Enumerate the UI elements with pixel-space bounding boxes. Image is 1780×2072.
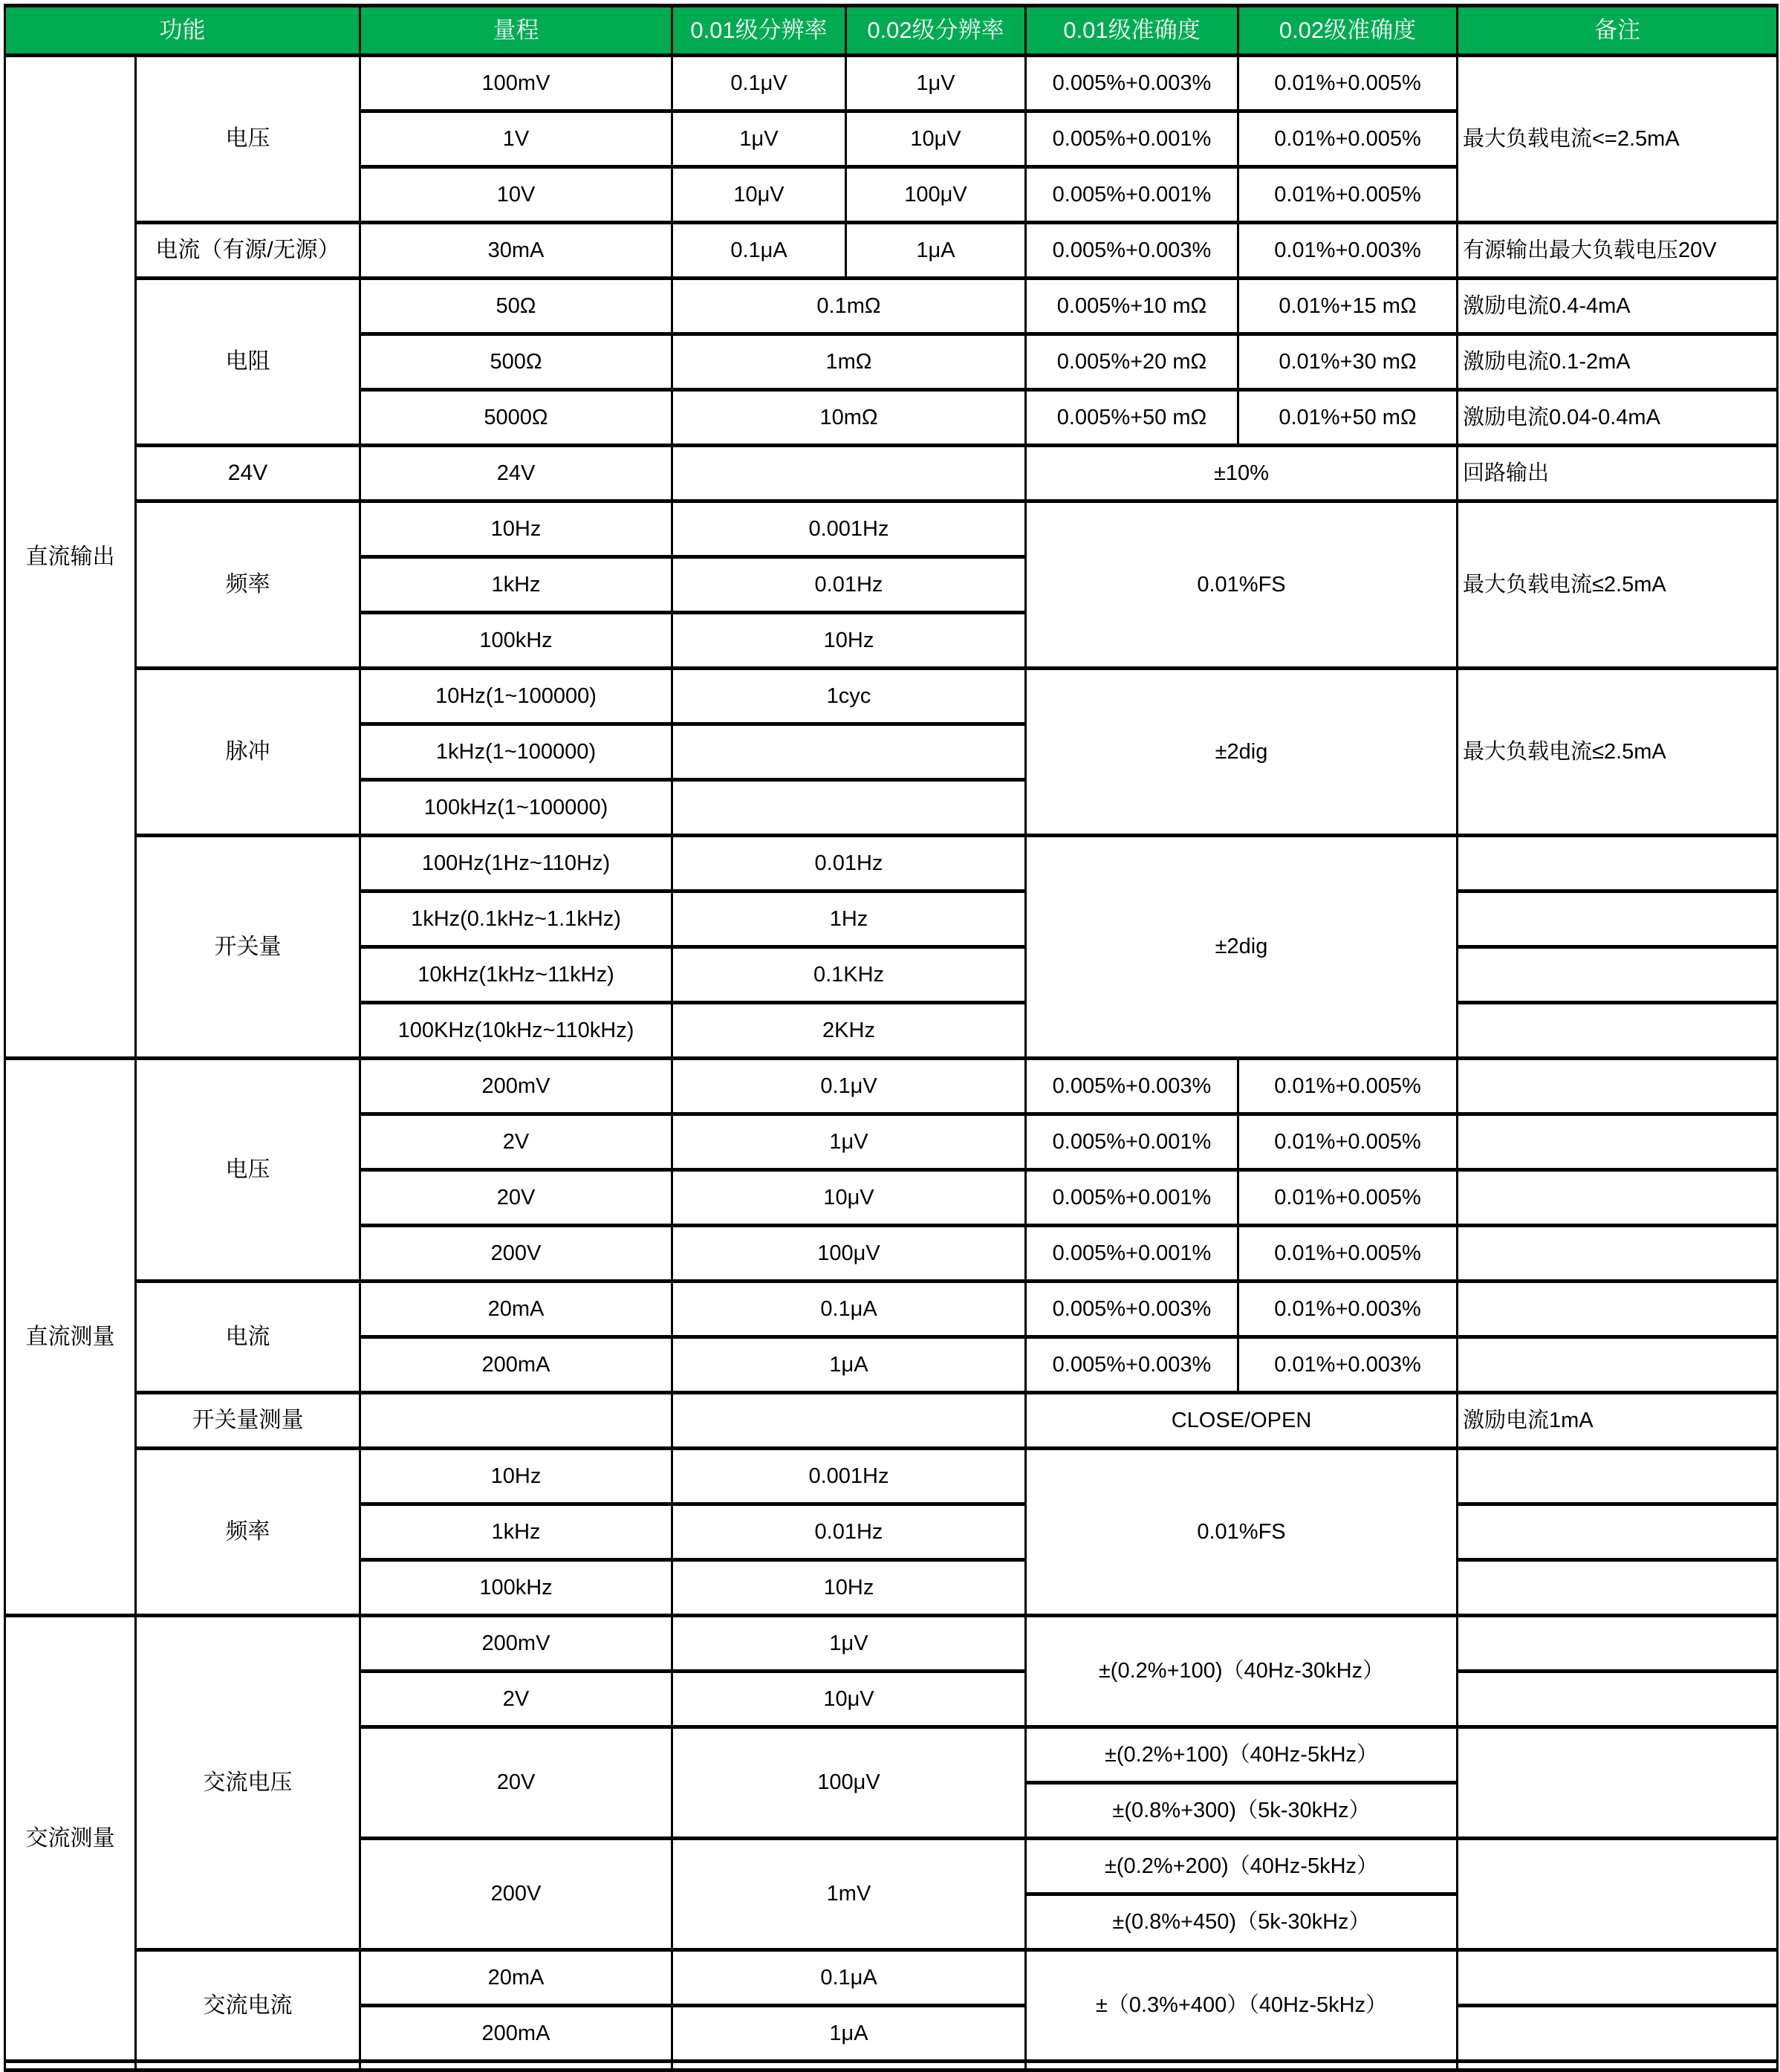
value-cell: 1V xyxy=(360,111,672,167)
value-cell: 10V xyxy=(360,167,672,223)
value-cell xyxy=(672,446,1026,501)
value-cell: 0.01%+0.003% xyxy=(1238,1337,1458,1393)
value-cell: 100kHz(1~100000) xyxy=(360,780,672,836)
value-cell: 0.01%+0.005% xyxy=(1238,1114,1458,1170)
remark-cell xyxy=(1458,1616,1778,1672)
table-row xyxy=(5,1449,1778,1504)
value-cell: 1μV xyxy=(672,111,846,167)
remark-cell: 最大负载电流<=2.5mA xyxy=(1458,56,1778,223)
value-cell: 0.01Hz xyxy=(672,557,1026,613)
value-cell: 100μV xyxy=(672,1226,1026,1282)
value-cell: 0.1KHz xyxy=(672,947,1026,1003)
value-cell: 100kHz xyxy=(360,613,672,669)
value-cell: 0.005%+0.001% xyxy=(1026,1226,1238,1282)
value-cell: 20mA xyxy=(360,1950,672,2006)
function-cell: 开关量 xyxy=(136,836,360,1059)
value-cell: 200mV xyxy=(360,1616,672,1672)
value-cell: 100KHz(10kHz~110kHz) xyxy=(360,1003,672,1059)
value-cell: 1kHz(0.1kHz~1.1kHz) xyxy=(360,892,672,947)
table-row xyxy=(5,223,1778,279)
remark-cell: 最大负载电流≤2.5mA xyxy=(1458,669,1778,836)
value-cell: ±2dig xyxy=(1026,669,1458,836)
value-cell: 0.1μV xyxy=(672,1059,1026,1114)
function-cell: 电压 xyxy=(136,1059,360,1282)
value-cell: 0.005%+10 mΩ xyxy=(1026,279,1238,334)
header-cell: 备注 xyxy=(1458,6,1778,56)
value-cell: 200V xyxy=(360,1226,672,1282)
value-cell: 0.005%+0.003% xyxy=(1026,1059,1238,1114)
table-row xyxy=(5,279,1778,334)
value-cell: 0.01%+15 mΩ xyxy=(1238,279,1458,334)
value-cell: CLOSE/OPEN xyxy=(1026,1393,1458,1449)
function-cell: 频率 xyxy=(136,1449,360,1616)
value-cell: ±2dig xyxy=(1026,836,1458,1059)
value-cell: 200mA xyxy=(360,1337,672,1393)
function-cell: 电压 xyxy=(136,56,360,223)
remark-cell: 激励电流0.4-4mA xyxy=(1458,279,1778,334)
value-cell xyxy=(672,724,1026,780)
function-cell: 开关量测量 xyxy=(136,1393,360,1449)
remark-cell: 最大负载电流≤2.5mA xyxy=(1458,501,1778,669)
value-cell: 0.005%+0.003% xyxy=(1026,223,1238,279)
function-cell: 电流 xyxy=(136,1282,360,1393)
value-cell: 20V xyxy=(360,1170,672,1226)
remark-cell xyxy=(1458,1114,1778,1170)
value-cell: 1Hz xyxy=(672,892,1026,947)
value-cell: 100μV xyxy=(846,167,1026,223)
remark-cell xyxy=(1458,1226,1778,1282)
value-cell: 500Ω xyxy=(360,334,672,390)
value-cell: 1kHz xyxy=(360,557,672,613)
header-cell: 0.02级准确度 xyxy=(1238,6,1458,56)
section-cell: 直流测量 xyxy=(5,1059,136,1616)
value-cell: 0.005%+0.001% xyxy=(1026,111,1238,167)
value-cell: 1μA xyxy=(846,223,1026,279)
header-cell: 0.01级准确度 xyxy=(1026,6,1238,56)
value-cell: ±10% xyxy=(1026,446,1458,501)
value-cell: 10μV xyxy=(672,1170,1026,1226)
remark-cell xyxy=(1458,1504,1778,1560)
value-cell: 0.01%FS xyxy=(1026,501,1458,669)
value-cell: 5000Ω xyxy=(360,390,672,446)
value-cell: ±(0.8%+450)（5k-30kHz） xyxy=(1026,1894,1458,1950)
remark-cell xyxy=(1458,1449,1778,1504)
value-cell: 1kHz xyxy=(360,1504,672,1560)
table-row xyxy=(5,446,1778,501)
value-cell: 10kHz(1kHz~11kHz) xyxy=(360,947,672,1003)
function-cell: 交流电流 xyxy=(136,1950,360,2062)
header-cell: 0.01级分辨率 xyxy=(672,6,846,56)
value-cell: 0.005%+0.001% xyxy=(1026,167,1238,223)
value-cell: 30mA xyxy=(360,223,672,279)
value-cell: 0.1mΩ xyxy=(672,279,1026,334)
function-cell: 电流（有源/无源） xyxy=(136,223,360,279)
value-cell: 10Hz xyxy=(360,1449,672,1504)
value-cell xyxy=(360,1393,672,1449)
value-cell: 24V xyxy=(360,446,672,501)
remark-cell xyxy=(1458,1672,1778,1727)
value-cell: 2V xyxy=(360,1672,672,1727)
value-cell: 10Hz xyxy=(672,1560,1026,1616)
header-cell: 量程 xyxy=(360,6,672,56)
value-cell: 0.01Hz xyxy=(672,1504,1026,1560)
remark-cell xyxy=(1458,1727,1778,1839)
value-cell: 1μV xyxy=(846,56,1026,111)
value-cell: 10μV xyxy=(846,111,1026,167)
section-cell: 交流测量 xyxy=(5,1616,136,2062)
remark-cell xyxy=(1458,836,1778,892)
spec-table-header xyxy=(5,6,1778,56)
section-cell: 直流输出 xyxy=(5,56,136,1059)
value-cell: 0.1μA xyxy=(672,1282,1026,1337)
value-cell: 10μV xyxy=(672,1672,1026,1727)
table-row xyxy=(5,669,1778,724)
value-cell: 100Hz(1Hz~110Hz) xyxy=(360,836,672,892)
value-cell: ±(0.2%+200)（40Hz-5kHz） xyxy=(1026,1839,1458,1894)
value-cell: 2KHz xyxy=(672,1003,1026,1059)
value-cell: 1μV xyxy=(672,1114,1026,1170)
function-cell: 脉冲 xyxy=(136,669,360,836)
header-cell: 功能 xyxy=(5,6,360,56)
value-cell: 200mV xyxy=(360,1059,672,1114)
table-row xyxy=(5,1616,1778,1672)
function-cell: 交流电压 xyxy=(136,1616,360,1950)
table-row xyxy=(5,1282,1778,1337)
value-cell: 1kHz(1~100000) xyxy=(360,724,672,780)
value-cell: 1mV xyxy=(672,1839,1026,1950)
value-cell: 0.01%+0.005% xyxy=(1238,1170,1458,1226)
remark-cell xyxy=(1458,1282,1778,1337)
table-row xyxy=(5,501,1778,557)
value-cell: 0.01%+30 mΩ xyxy=(1238,334,1458,390)
function-cell: 24V xyxy=(136,446,360,501)
value-cell: 0.01Hz xyxy=(672,836,1026,892)
value-cell: 0.005%+0.001% xyxy=(1026,1114,1238,1170)
value-cell: 1μA xyxy=(672,1337,1026,1393)
value-cell: 0.1μA xyxy=(672,223,846,279)
value-cell: 0.01%+0.005% xyxy=(1238,111,1458,167)
remark-cell xyxy=(1458,892,1778,947)
remark-cell xyxy=(1458,1839,1778,1950)
table-row xyxy=(5,1950,1778,2006)
table-row xyxy=(5,1393,1778,1449)
value-cell: 100μV xyxy=(672,1727,1026,1839)
value-cell: 0.01%+0.003% xyxy=(1238,1282,1458,1337)
value-cell: 0.01%+50 mΩ xyxy=(1238,390,1458,446)
value-cell: 1cyc xyxy=(672,669,1026,724)
spec-table xyxy=(4,4,1779,2072)
value-cell: 0.01%+0.005% xyxy=(1238,1059,1458,1114)
value-cell: ±(0.2%+100)（40Hz-30kHz） xyxy=(1026,1616,1458,1727)
spec-table-body xyxy=(5,56,1778,2071)
header-cell: 0.02级分辨率 xyxy=(846,6,1026,56)
value-cell: 200mA xyxy=(360,2006,672,2062)
table-row xyxy=(5,1059,1778,1114)
remark-cell xyxy=(1458,1003,1778,1059)
header-row xyxy=(5,6,1778,56)
value-cell: 0.01%+0.003% xyxy=(1238,223,1458,279)
value-cell: 0.01%+0.005% xyxy=(1238,1226,1458,1282)
value-cell: 200V xyxy=(360,1839,672,1950)
table-row xyxy=(5,56,1778,111)
value-cell: 0.001Hz xyxy=(672,1449,1026,1504)
value-cell: 1μA xyxy=(672,2006,1026,2062)
value-cell: 10mΩ xyxy=(672,390,1026,446)
remark-cell: 激励电流1mA xyxy=(1458,1393,1778,1449)
value-cell: 100mV xyxy=(360,56,672,111)
value-cell: 10Hz(1~100000) xyxy=(360,669,672,724)
value-cell: ±(0.8%+300)（5k-30kHz） xyxy=(1026,1783,1458,1839)
value-cell xyxy=(672,1393,1026,1449)
value-cell: 100kHz xyxy=(360,1560,672,1616)
value-cell: 1μV xyxy=(672,1616,1026,1672)
value-cell: 0.005%+0.001% xyxy=(1026,1170,1238,1226)
remark-cell xyxy=(1458,1560,1778,1616)
remark-cell: 回路输出 xyxy=(1458,446,1778,501)
value-cell: 0.005%+20 mΩ xyxy=(1026,334,1238,390)
value-cell: 2V xyxy=(360,1114,672,1170)
remark-cell xyxy=(1458,1337,1778,1393)
value-cell: ±(0.2%+100)（40Hz-5kHz） xyxy=(1026,1727,1458,1783)
table-row xyxy=(5,836,1778,892)
remark-cell xyxy=(1458,1170,1778,1226)
remark-cell xyxy=(1458,947,1778,1003)
value-cell: 0.005%+0.003% xyxy=(1026,1282,1238,1337)
value-cell: ±（0.3%+400）（40Hz-5kHz） xyxy=(1026,1950,1458,2062)
value-cell: 0.001Hz xyxy=(672,501,1026,557)
value-cell: 10μV xyxy=(672,167,846,223)
value-cell: 50Ω xyxy=(360,279,672,334)
value-cell: 10Hz xyxy=(360,501,672,557)
remark-cell: 激励电流0.1-2mA xyxy=(1458,334,1778,390)
value-cell: 0.01%FS xyxy=(1026,1449,1458,1616)
value-cell: 0.005%+0.003% xyxy=(1026,1337,1238,1393)
value-cell: 0.005%+50 mΩ xyxy=(1026,390,1238,446)
remark-cell xyxy=(1458,1950,1778,2006)
value-cell xyxy=(672,780,1026,836)
value-cell: 0.1μA xyxy=(672,1950,1026,2006)
value-cell: 0.005%+0.003% xyxy=(1026,56,1238,111)
remark-cell: 激励电流0.04-0.4mA xyxy=(1458,390,1778,446)
value-cell: 0.01%+0.005% xyxy=(1238,56,1458,111)
value-cell: 10Hz xyxy=(672,613,1026,669)
remark-cell xyxy=(1458,1059,1778,1114)
remark-cell: 有源输出最大负载电压20V xyxy=(1458,223,1778,279)
value-cell: 1mΩ xyxy=(672,334,1026,390)
remark-cell xyxy=(1458,2006,1778,2062)
function-cell: 电阻 xyxy=(136,279,360,446)
value-cell: 20mA xyxy=(360,1282,672,1337)
value-cell: 0.1μV xyxy=(672,56,846,111)
value-cell: 0.01%+0.005% xyxy=(1238,167,1458,223)
value-cell: 20V xyxy=(360,1727,672,1839)
function-cell: 频率 xyxy=(136,501,360,669)
